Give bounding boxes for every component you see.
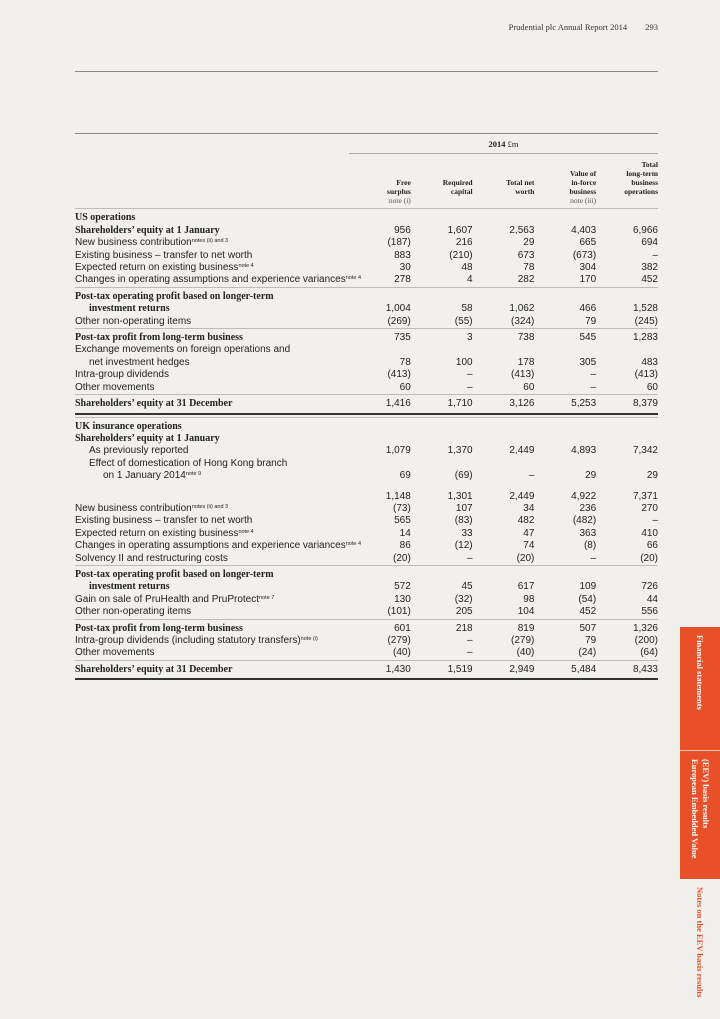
table-row: Changes in operating assumptions and experience variances$^{note 4}$ 278 4 282 170 452: [75, 274, 658, 286]
page-number: 293: [645, 22, 658, 32]
table-row: Expected return on existing business$^{note 4}$ 30 48 78 304 382: [75, 262, 658, 274]
col-total-net-worth: Total net worth: [506, 178, 535, 197]
section-tabs: [680, 627, 720, 1019]
report-title: Prudential plc Annual Report 2014: [508, 22, 628, 32]
col-free-surplus: Free surplus note (i): [387, 178, 411, 206]
section-heading-uk: UK insurance operations: [75, 417, 658, 433]
table-row: Other movements (40) – (40) (24) (64): [75, 647, 658, 659]
table-row: Intra-group dividends (including statutory transfers)$^{note (i)}$ (279) – (279) 79 (200): [75, 635, 658, 646]
table-row-total: Shareholders’ equity at 31 December 1,416 1,710 3,126 5,253 8,379: [75, 395, 658, 414]
tab-financial-statements[interactable]: Financial statements: [680, 627, 720, 750]
table-row: Shareholders’ equity at 1 January 956 1,607 2,563 4,403 6,966: [75, 224, 658, 236]
column-headers: [75, 154, 658, 209]
table-row: on 1 January $2014^{note 9}$ 69 (69) – 29 29: [103, 470, 658, 482]
tab-notes-eev[interactable]: Notes on the EEV basis results: [680, 878, 720, 1019]
page-header: [509, 22, 658, 32]
section-heading-us: US operations: [75, 209, 658, 225]
col-value-in-force: Value of in-force business note (iii): [569, 169, 597, 206]
table-row: Changes in operating assumptions and experience variances$^{note 4}$ 86 (12) 74 (8) 66: [75, 540, 658, 552]
table-row: Exchange movements on foreign operations and: [75, 344, 291, 356]
table-row: Other non-operating items (101) 205 104 452 556: [75, 606, 658, 618]
table-row: Post-tax profit from long-term business 601 218 819 507 1,326: [75, 619, 658, 635]
table-row-total: Shareholders’ equity at 31 December 1,430 1,519 2,949 5,484 8,433: [75, 660, 658, 679]
table-row: Expected return on existing business$^{note 4}$ 14 33 47 363 410: [75, 527, 658, 539]
header-rule: [75, 71, 658, 72]
table-row: Other movements 60 – 60 – 60: [75, 381, 658, 393]
table-row: Effect of domestication of Hong Kong branch: [89, 457, 288, 469]
table-row: As previously reported 1,079 1,370 2,449 4,893 7,342: [89, 445, 658, 457]
table-row: investment returns 1,004 58 1,062 466 1,528: [89, 303, 658, 315]
table-row: net investment hedges 78 100 178 305 483: [89, 356, 658, 368]
col-required-capital: Required capital: [442, 178, 473, 197]
tab-eev-basis-results[interactable]: European Embedded Value (EEV) basis results: [680, 750, 720, 878]
table-row: New business contribution$^{notes (ii) and 3}$ (73) 107 34 236 270: [75, 502, 658, 514]
table-row: Intra-group dividends (413) – (413) – (413): [75, 369, 658, 381]
table-row: investment returns 572 45 617 109 726: [89, 581, 658, 593]
table-row: Gain on sale of PruHealth and PruProtect$^{note 7}$ 130 (32) 98 (54) 44: [75, 593, 658, 605]
table-row: New business contribution$^{notes (ii) and 3}$ (187) 216 29 665 694: [75, 237, 658, 249]
table-row-subtotal: 1,148 1,301 2,449 4,922 7,371: [385, 490, 658, 502]
table-row: Other non-operating items (269) (55) (324) 79 (245): [75, 315, 658, 327]
table-row: Post-tax profit from long-term business 735 3 738 545 1,283: [75, 329, 658, 345]
table-row: Post-tax operating profit based on longer-term: [75, 287, 658, 303]
table-row: Post-tax operating profit based on longer-term: [75, 565, 658, 581]
table-row: Solvency II and restructuring costs (20) – (20) – (20): [75, 552, 658, 564]
eev-table: [75, 133, 658, 680]
period-header: 2014 £m: [349, 134, 658, 154]
col-total-long-term: Total long-term business operations: [624, 160, 658, 197]
table-row: Existing business – transfer to net worth 883 (210) 673 (673) –: [75, 249, 658, 261]
subheading-equity: Shareholders’ equity at 1 January: [75, 432, 220, 444]
table-row: Existing business – transfer to net worth 565 (83) 482 (482) –: [75, 515, 658, 527]
